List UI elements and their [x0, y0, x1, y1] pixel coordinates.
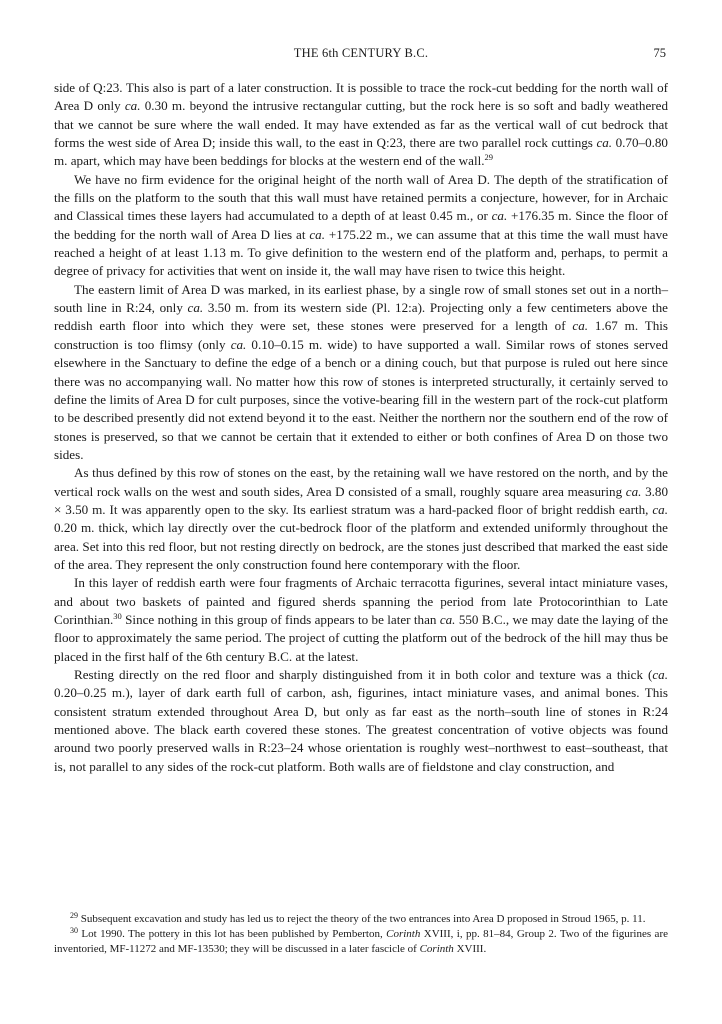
text-run: 550 B.C., we may date the laying of the floor to approximately the same period. The project of cutting the platform out of the bedrock of the hill may thus be placed in the first half of the 6th century B.C. at the latest. [54, 611, 669, 664]
text-run: Since nothing in this group of finds appears to be later than [121, 611, 440, 627]
text-run: 0.20 m. thick, which lay directly over the cut-bedrock floor of the platform and extended uniformly throughout the area. Set into this red floor, but not resting directly on bedrock, are the stones just described that marked the east side of the area. They represent the only construction found here contemporary with the floor. [54, 520, 668, 572]
footnote-separator [54, 896, 668, 897]
text-run: We have no firm evidence for the original height of the north wall of Area D. The depth of the stratification of the fills on the platform to the south that this wall must have retained permits a conjecture, however, for in Archaic and Classical times these layers had accumulated to a depth of at least 0.45 m., or [54, 171, 668, 224]
text-run: 0.10–0.15 m. wide) to have supported a wall. Similar rows of stones served elsewhere in the Sanctuary to define the edge of a bench or a dining couch, but that purpose is ruled out here since there was no accompanying wall. No matter how this row of stones is interpreted structurally, it certainly served to define the limits of Area D for cult purposes, since the votive-bearing fill in the western part of the rock-cut platform to be described presently did not extend beyond it to the east. Neither the northern nor the southern end of the row of stones is preserved, so that we cannot be certain that it extended to either or both confines of Area D on those two sides. [54, 336, 668, 462]
italic-run: ca. [309, 226, 326, 242]
paragraph-2 [54, 171, 668, 281]
footnote-text: Lot 1990. The pottery in this lot has been published by Pemberton, [78, 928, 387, 940]
footnote-ref-30: 30 [113, 610, 122, 621]
text-run: +176.35 m. Since the floor of the bedding for the north wall of Area D lies at [54, 208, 669, 242]
paragraph-3 [54, 281, 668, 464]
italic-run: ca. [652, 667, 668, 682]
text-run: As thus defined by this row of stones on the east, by the retaining wall we have restored on the north, and by the vertical rock walls on the west and south sides, Area D consisted of a small, roughly square area measuring [54, 465, 668, 499]
text-run: Resting directly on the red floor and sharply distinguished from it in both color and texture was a thick ( [74, 667, 653, 682]
text-run: 1.67 m. This construction is too flimsy (only [54, 318, 668, 352]
italic-run: Corinth [386, 928, 421, 940]
italic-run: ca. [596, 135, 613, 151]
italic-run: ca. [625, 483, 642, 499]
footnote-30 [54, 927, 668, 957]
running-head: THE 6th CENTURY B.C. [293, 46, 429, 60]
italic-run: ca. [187, 300, 204, 316]
text-run: 0.30 m. beyond the intrusive rectangular cutting, but the rock here is so soft and badly weathered that we cannot be sure where the wall ended. It may have extended as far as the vertical wall of cut bedrock that forms the west side of Area D; inside this wall, to the east in Q:23, there are two parallel rock cuttings [54, 98, 668, 151]
text-run: The eastern limit of Area D was marked, in its earliest phase, by a single row of small stones set out in a north–south line in R:24, only [54, 281, 668, 316]
footnote-text: XVIII, i, pp. 81–84, Group 2. Two of the figurines are inventoried, MF-11272 and MF-13530; they will be discussed in a later fascicle of [54, 928, 668, 955]
text-run: side of Q:23. This also is part of a later construction. It is possible to trace the rock-cut bedding for the north wall of Area D only [54, 80, 668, 114]
footnote-ref-29: 29 [484, 152, 494, 163]
text-run: 0.70–0.80 m. apart, which may have been beddings for blocks at the western end of the wall. [54, 135, 668, 169]
footnote-number: 29 [70, 911, 78, 920]
footnotes [54, 912, 668, 957]
italic-run: ca. [230, 336, 247, 352]
footnote-number: 30 [70, 926, 78, 935]
page-number: 75 [653, 46, 666, 60]
footnote-text: Subsequent excavation and study has led us to reject the theory of the two entrances into Area D proposed in Stroud 1965, p. 11. [78, 913, 646, 925]
paragraph-1 [54, 79, 668, 171]
italic-run: ca. [439, 611, 456, 627]
italic-run: ca. [572, 318, 589, 334]
italic-run: ca. [124, 98, 141, 114]
paragraph-5 [54, 574, 668, 666]
text-run: 3.80 × 3.50 m. It was apparently open to the sky. Its earliest stratum was a hard-packed floor of bright reddish earth, [54, 483, 668, 517]
body-text [54, 79, 668, 776]
footnote-29 [54, 912, 668, 927]
text-run: 3.50 m. from its western side (Pl. 12:a). Projecting only a few centimeters above the reddish earth floor into which they were set, these stones were preserved for a length of [54, 300, 668, 334]
footnote-text: XVIII. [453, 943, 487, 955]
paragraph-6 [54, 666, 668, 776]
italic-run: ca. [652, 501, 668, 517]
text-run: 0.20–0.25 m.), layer of dark earth full of carbon, ash, figurines, intact miniature vases, and animal bones. This consistent stratum extended throughout Area D, but only as far east as the north–south line of stones in R:24 mentioned above. The black earth covered these stones. The greatest concentration of votive objects was found around two poorly preserved walls in R:23–24 whose orientation is roughly west–northwest to east–southeast, that is, not parallel to any sides of the rock-cut platform. Both walls are of fieldstone and clay construction, and [54, 685, 668, 774]
text-run: +175.22 m., we can assume that at this time the wall must have reached a height of at least 1.13 m. To give definition to the western end of the platform and, perhaps, to permit a degree of privacy for activities that went on inside it, the wall may have risen to twice this height. [54, 226, 668, 279]
italic-run: Corinth [419, 943, 454, 955]
paragraph-4 [54, 464, 668, 574]
italic-run: ca. [491, 208, 508, 224]
text-run: In this layer of reddish earth were four fragments of Archaic terracotta figurines, several intact miniature vases, and about two baskets of painted and figured sherds spanning the period from late Protocorinthian to Late Corinthian. [54, 575, 668, 627]
